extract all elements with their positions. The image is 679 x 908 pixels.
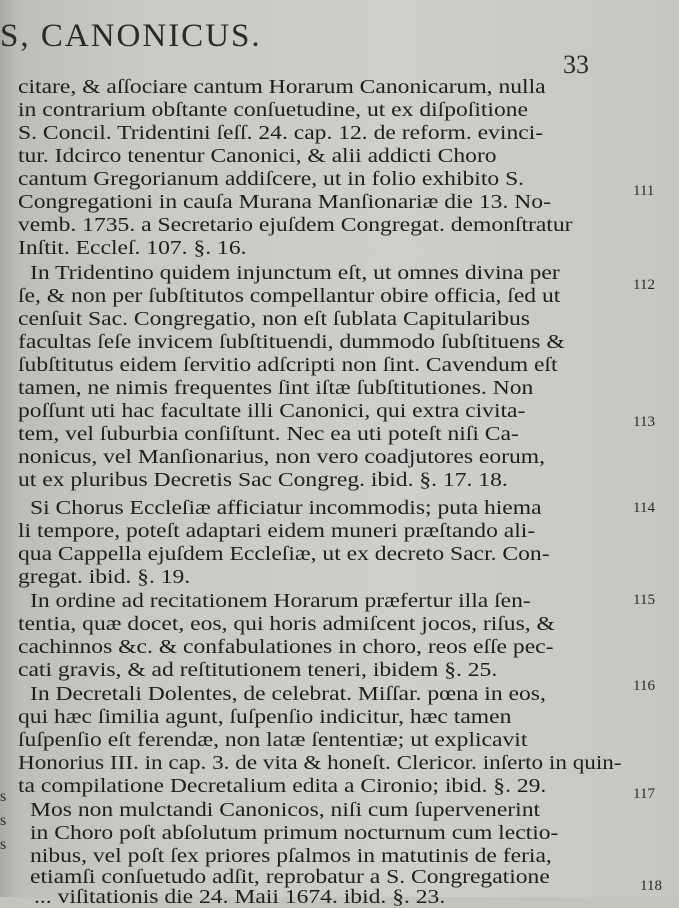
text-line: In Decretali Dolentes, de celebrat. Miſſar. pœna in eos, (30, 683, 546, 705)
text-line: cachinnos &c. & confabulationes in choro, reos eſſe pec- (18, 636, 554, 658)
margin-number: 115 (633, 592, 655, 608)
text-line: tentia, quæ docet, eos, qui horis admiſcent jocos, riſus, & (18, 613, 555, 635)
edge-mark: s (0, 788, 7, 805)
margin-number: 113 (633, 414, 655, 430)
text-line: Congregationi in cauſa Murana Manſionariæ die 13. No- (18, 191, 551, 213)
text-line: vemb. 1735. a Secretario ejuſdem Congregat. demonſtratur (18, 214, 573, 236)
text-line: ut ex pluribus Decretis Sac Congreg. ibid. §. 17. 18. (18, 469, 508, 491)
text-line: cati gravis, & ad reſtitutionem teneri, ibidem §. 25. (18, 659, 498, 681)
text-line: ... viſitationis die 24. Maii 1674. ibid. §. 23. (34, 886, 446, 908)
text-line: In ordine ad recitationem Horarum præfertur illa ſen- (30, 590, 531, 612)
text-line: Si Chorus Eccleſiæ afficiatur incommodis; puta hiema (30, 497, 542, 519)
margin-number: 114 (633, 500, 655, 516)
margin-number: 111 (633, 183, 655, 199)
text-line: ſubſtitutus eidem ſervitio adſcripti non ſint. Cavendum eſt (18, 354, 558, 376)
text-line: qui hæc ſimilia agunt, ſuſpenſio indicitur, hæc tamen (18, 706, 512, 728)
text-line: ſuſpenſio eſt ferendæ, non latæ ſententiæ; ut explicavit (18, 729, 528, 751)
margin-number: 118 (640, 878, 662, 894)
page-number: 33 (563, 50, 589, 79)
text-line: in Choro poſt abſolutum primum nocturnum cum lectio- (30, 822, 559, 844)
margin-number: 116 (633, 678, 655, 694)
text-line: nonicus, vel Manſionarius, non vero coadjutores eorum, (18, 446, 546, 468)
text-line: facultas ſeſe invicem ſubſtituendi, dummodo ſubſtituens & (18, 331, 565, 353)
text-line: poſſunt uti hac facultate illi Canonici, qui extra civita- (18, 400, 526, 422)
text-line: cenſuit Sac. Congregatio, non eſt ſublata Capitularibus (18, 308, 531, 330)
text-line: in contrarium obſtante conſuetudine, ut ex diſpoſitione (18, 99, 529, 121)
text-line: tamen, ne nimis frequentes ſint iſtæ ſubſtitutiones. Non (18, 377, 534, 399)
margin-number: 117 (633, 786, 655, 802)
edge-mark: s (0, 836, 7, 853)
text-line: Inſtit. Eccleſ. 107. §. 16. (18, 237, 247, 259)
text-line: tur. Idcirco tenentur Canonici, & alii addicti Choro (18, 145, 497, 167)
text-line: li tempore, poteſt adaptari eidem muneri præſtando ali- (18, 520, 536, 542)
text-line: In Tridentino quidem injunctum eſt, ut omnes divina per (30, 262, 560, 284)
text-line: tem, vel ſuburbia conſiſtunt. Nec ea uti poteſt niſi Ca- (18, 423, 519, 445)
text-line: gregat. ibid. §. 19. (18, 566, 191, 588)
text-line: ſe, & non per ſubſtitutos compellantur obire officia, ſed ut (18, 285, 561, 307)
edge-mark: s (0, 812, 7, 829)
text-line: nibus, vel poſt ſex priores pſalmos in matutinis de feria, (30, 845, 552, 867)
running-title: S, CANONICUS. (0, 18, 262, 54)
text-line: ta compilatione Decretalium edita a Cironio; ibid. §. 29. (18, 775, 547, 797)
text-line: Mos non mulctandi Canonicos, niſi cum ſupervenerint (30, 799, 541, 821)
text-line: qua Cappella ejuſdem Eccleſiæ, ut ex decreto Sacr. Con- (18, 543, 550, 565)
text-line: S. Concil. Tridentini ſeſſ. 24. cap. 12. de reform. evinci- (18, 122, 544, 144)
text-line: Honorius III. in cap. 3. de vita & honeſt. Clericor. inſerto in quin- (18, 752, 622, 774)
margin-number: 112 (633, 277, 655, 293)
text-line: cantum Gregorianum addiſcere, ut in folio exhibito S. (18, 168, 525, 190)
text-line: citare, & aſſociare cantum Horarum Canonicarum, nulla (18, 76, 546, 98)
text-line: etiamſi conſuetudo adſit, reprobatur a S. Congregatione (30, 866, 550, 888)
